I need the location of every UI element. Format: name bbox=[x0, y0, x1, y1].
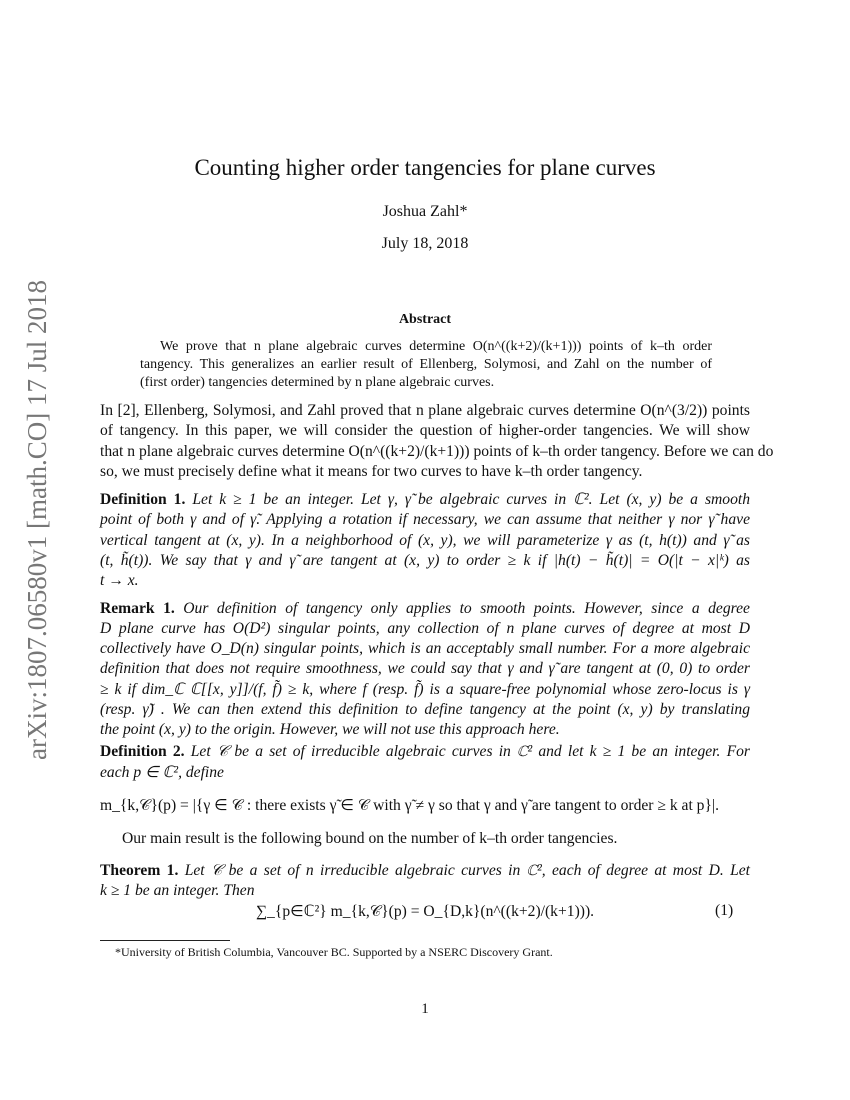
definition-line: t → x. bbox=[100, 572, 139, 589]
abstract-line: tangency. This generalizes an earlier result of Ellenberg, Solymosi, and Zahl on the number of bbox=[140, 357, 712, 372]
definition-2 bbox=[100, 742, 750, 762]
remark-1 bbox=[100, 599, 750, 619]
paper-title: Counting higher order tangencies for plane curves bbox=[194, 155, 656, 180]
equation-m: m_{k,𝒞}(p) = |{γ ∈ 𝒞 : there exists γ̃ ∈ 𝒞 with γ̃ ≠ γ so that γ and γ̃ are tangent to order ≥ k at p}|. bbox=[100, 797, 719, 814]
theorem-label: Theorem 1. bbox=[100, 862, 179, 879]
definition-label: Definition 1. bbox=[100, 491, 186, 508]
definition-1 bbox=[100, 490, 750, 510]
intro-line: of tangency. In this paper, we will consider the question of higher-order tangencies. We will show bbox=[100, 422, 750, 439]
remark-text: Our definition of tangency only applies to smooth points. However, since a degree bbox=[183, 600, 750, 617]
remark-line: (resp. γ̃) . We can then extend this definition to define tangency at the point (x, y) by translating bbox=[100, 701, 750, 718]
theorem-text: Let 𝒞 be a set of n irreducible algebraic curves in ℂ², each of degree at most D. Let bbox=[184, 862, 750, 879]
equation-number: (1) bbox=[715, 902, 734, 919]
date: July 18, 2018 bbox=[381, 235, 469, 252]
remark-line: ≥ k if dim_ℂ ℂ[[x, y]]/(f, f̃) ≥ k, where f (resp. f̃) is a square-free polynomial whose zero-locus is γ bbox=[100, 681, 750, 698]
definition-text: Let k ≥ 1 be an integer. Let γ, γ̃ be algebraic curves in ℂ². Let (x, y) be a smooth bbox=[192, 491, 750, 508]
remark-line: definition that does not require smoothness, we could say that γ and γ̃ are tangent at (0, 0) to order bbox=[100, 660, 750, 677]
footnote-rule bbox=[100, 940, 230, 941]
remark-line: D plane curve has O(D²) singular points, any collection of n plane curves of degree at most D bbox=[100, 620, 750, 637]
definition-line: (t, h̃(t)). We say that γ and γ̃ are tangent at (x, y) to order ≥ k if |h(t) − h̃(t)| = O(|t − x|ᵏ) as bbox=[100, 552, 750, 569]
remark-label: Remark 1. bbox=[100, 600, 175, 617]
theorem-line: k ≥ 1 be an integer. Then bbox=[100, 882, 255, 899]
abstract-heading: Abstract bbox=[398, 312, 452, 327]
abstract-line: (first order) tangencies determined by n plane algebraic curves. bbox=[140, 375, 495, 390]
intro-line: In [2], Ellenberg, Solymosi, and Zahl proved that n plane algebraic curves determine O(n^(3/2)) points bbox=[100, 402, 750, 419]
definition-label: Definition 2. bbox=[100, 743, 185, 760]
definition-line: each p ∈ ℂ², define bbox=[100, 764, 224, 781]
author: Joshua Zahl* bbox=[382, 203, 468, 220]
remark-line: the point (x, y) to the origin. However, we will not use this approach here. bbox=[100, 721, 560, 738]
page-number: 1 bbox=[421, 1001, 429, 1017]
definition-line: vertical tangent at (x, y). In a neighborhood of (x, y), we will parameterize γ as (t, h(t)) and γ̃ as bbox=[100, 532, 750, 549]
main-result-text: Our main result is the following bound on the number of k–th order tangencies. bbox=[122, 830, 618, 847]
definition-text: Let 𝒞 be a set of irreducible algebraic curves in ℂ² and let k ≥ 1 be an integer. For bbox=[190, 743, 750, 760]
arxiv-stamp: arXiv:1807.06580v1 [math.CO] 17 Jul 2018 bbox=[22, 280, 52, 760]
footnote: *University of British Columbia, Vancouver BC. Supported by a NSERC Discovery Grant. bbox=[115, 945, 553, 959]
abstract-line: We prove that n plane algebraic curves determine O(n^((k+2)/(k+1))) points of k–th order bbox=[160, 339, 712, 354]
equation-1: ∑_{p∈ℂ²} m_{k,𝒞}(p) = O_{D,k}(n^((k+2)/(k+1))). bbox=[255, 903, 595, 920]
definition-line: point of both γ and of γ̃. Applying a rotation if necessary, we can assume that neither γ nor γ̃ have bbox=[100, 511, 750, 528]
theorem-1 bbox=[100, 861, 750, 881]
remark-line: collectively have O_D(n) singular points, which is an acceptably small number. For a more algebraic bbox=[100, 640, 750, 657]
intro-line: that n plane algebraic curves determine O(n^((k+2)/(k+1))) points of k–th order tangency. Before we can do bbox=[100, 443, 774, 460]
intro-line: so, we must precisely define what it means for two curves to have k–th order tangency. bbox=[100, 463, 643, 480]
